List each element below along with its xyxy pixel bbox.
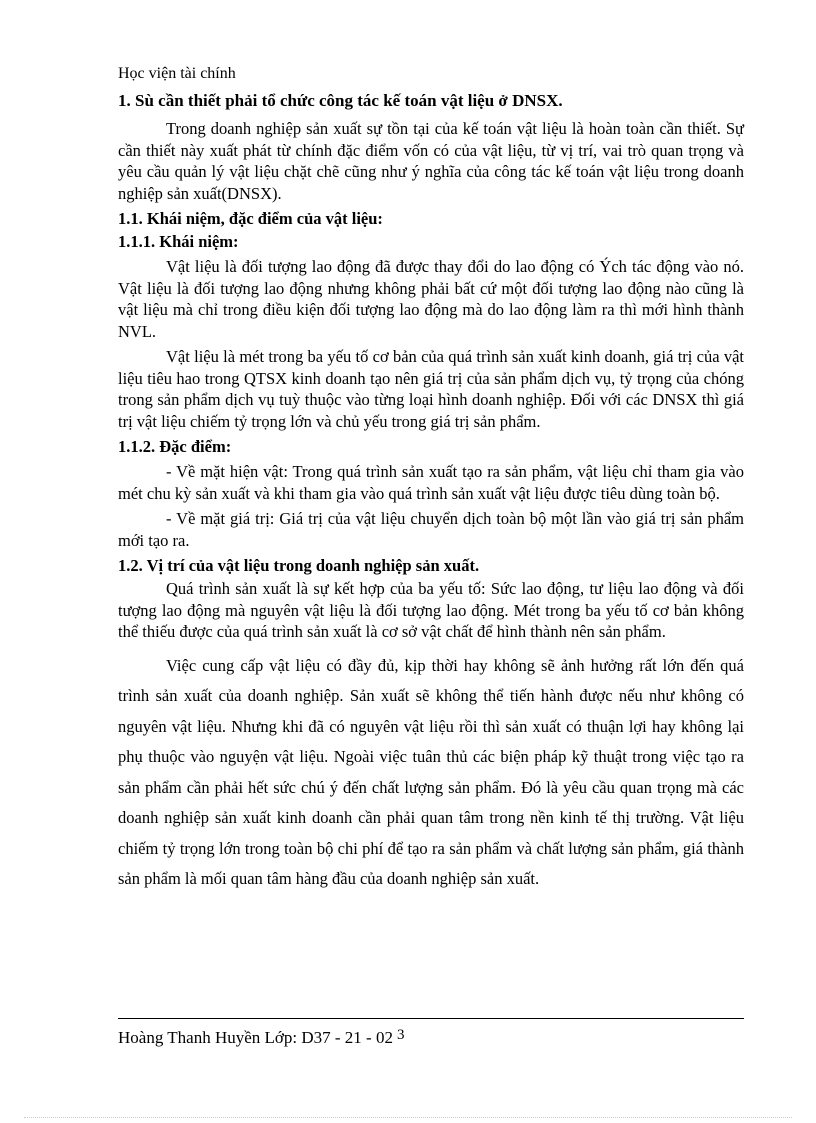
concept-paragraph-1: Vật liệu là đối tượng lao động đã được thay đổi do lao động có Ých tác động vào nó. Vật liệu là đối tượng lao động nhưng không phải bất cứ một đối tượng lao động nào cũng là vật liệu mà chỉ trong điều kiện đối tượng lao động mà do lao động làm ra thì mới hình thành NVL.: [118, 257, 744, 341]
footer-divider: [118, 1018, 744, 1019]
footer-author-class: Hoàng Thanh Huyền Lớp: D37 - 21 - 02: [118, 1028, 393, 1047]
position-paragraph-1: Quá trình sản xuất là sự kết hợp của ba yếu tố: Sức lao động, tư liệu lao động và đối tượng lao động mà nguyên vật liệu là đối tượng lao động. Mét trong ba yếu tố cơ bản không thể thiếu được của quá trình sản xuất là cơ sở vật chất để hình thành nên sản phẩm.: [118, 579, 744, 641]
page-footer: [118, 1024, 404, 1049]
section-1-2-heading: 1.2. Vị trí của vật liệu trong doanh nghiệp sản xuất.: [118, 556, 480, 575]
section-1-paragraph: Trong doanh nghiệp sản xuất sự tồn tại của kế toán vật liệu là hoàn toàn cần thiết. Sự cần thiết này xuất phát từ chính đặc điểm vốn có của vật liệu, từ vị trí, vai trò quan trọng và yêu cầu quản lý vật liệu chặt chẽ cũng như ý nghĩa của công tác kế toán vật liệu trong doanh nghiệp sản xuất(DNSX).: [118, 119, 744, 203]
page-bottom-edge: [24, 1117, 792, 1118]
concept-paragraph-2: Vật liệu là mét trong ba yếu tố cơ bản của quá trình sản xuất kinh doanh, giá trị của vật liệu tiêu hao trong QTSX kinh doanh tạo nên giá trị của sản phẩm dịch vụ, tỷ trọng của chóng trong sản phẩm dịch vụ tuỳ thuộc vào từng loại hình doanh nghiệp. Đối với các DNSX thì giá trị vật liệu chiếm tỷ trọng lớn và chủ yếu trong giá trị sản phẩm.: [118, 347, 744, 431]
position-paragraph-2: Việc cung cấp vật liệu có đầy đủ, kịp thời hay không sẽ ảnh hưởng rất lớn đến quá trình sản xuất của doanh nghiệp. Sản xuất sẽ không thể tiến hành được nếu như không có nguyên vật liệu. Nhưng khi đã có nguyên vật liệu rồi thì sản xuất có thuận lợi hay không lại phụ thuộc vào nguyện vật liệu. Ngoài việc tuân thủ các biện pháp kỹ thuật trong việc tạo ra sản phẩm cần phải hết sức chú ý đến chất lượng sản phẩm. Đó là yêu cầu quan trọng mà các doanh nghiệp sản xuất kinh doanh cần phải quan tâm trong nền kinh tế thị trường. Vật liệu chiếm tỷ trọng lớn trong toàn bộ chi phí để tạo ra sản phẩm và chất lượng sản phẩm, giá thành sản phẩm là mối quan tâm hàng đầu của doanh nghiệp sản xuất.: [118, 655, 744, 888]
section-1-1-2-heading: 1.1.2. Đặc điểm:: [118, 437, 232, 456]
page-number: 3: [396, 1027, 405, 1043]
section-1-heading: 1. Sù cần thiết phải tổ chức công tác kế toán vật liệu ở DNSX.: [118, 91, 563, 110]
page-header: Học viện tài chính: [118, 65, 236, 82]
feature-paragraph-physical: - Về mặt hiện vật: Trong quá trình sản xuất tạo ra sản phẩm, vật liệu chỉ tham gia vào mét chu kỳ sản xuất và khi tham gia vào quá trình sản xuất vật liệu được tiêu dùng toàn bộ.: [118, 462, 744, 503]
section-1-1-1-heading: 1.1.1. Khái niệm:: [118, 232, 239, 251]
document-body: [118, 90, 744, 895]
feature-paragraph-value: - Về mặt giá trị: Giá trị của vật liệu chuyển dịch toàn bộ một lần vào giá trị sản phẩm mới tạo ra.: [118, 509, 744, 550]
section-1-1-heading: 1.1. Khái niệm, đặc điểm của vật liệu:: [118, 209, 383, 228]
